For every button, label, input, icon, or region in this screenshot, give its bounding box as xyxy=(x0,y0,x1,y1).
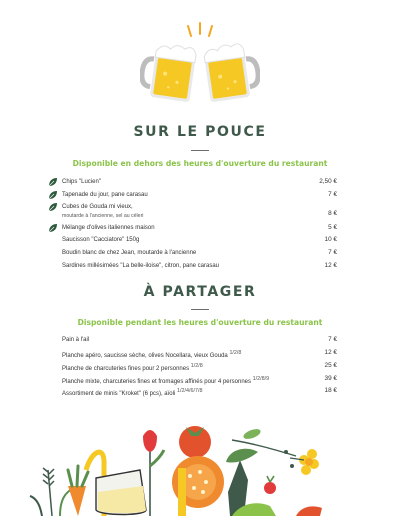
radish-icon xyxy=(264,476,276,494)
item-price: 7 € xyxy=(328,336,337,343)
item-name: Chips "Lucien" xyxy=(62,179,101,185)
item-name: Mélange d'olives italiennes maison xyxy=(62,225,155,231)
section-subtitle: Disponible en dehors des heures d'ouverture du restaurant xyxy=(72,159,328,168)
section-title-a-partager: À PARTAGER xyxy=(143,284,257,300)
wheat-icon xyxy=(30,468,74,516)
leaf-icon xyxy=(48,223,58,233)
allergen-note: 1/2/4/6/7/8 xyxy=(176,388,203,394)
tomato-icon xyxy=(179,426,211,458)
section-subtitle: Disponible pendant les heures d'ouverture du restaurant xyxy=(77,318,323,327)
item-price: 8 € xyxy=(328,210,337,217)
wine-glass-icon xyxy=(96,470,146,515)
leaf-icon xyxy=(48,177,58,187)
item-name: Saucisson "Cacciatore" 150g xyxy=(62,237,140,243)
item-name xyxy=(62,362,302,374)
item-name: Boudin blanc de chez Jean, moutarde à l'ancienne xyxy=(62,250,197,256)
item-name xyxy=(62,349,302,361)
section-title-sur-le-pouce: SUR LE POUCE xyxy=(133,124,267,140)
item-price: 12 € xyxy=(324,349,337,356)
tulip-icon xyxy=(143,430,164,516)
item-name: Tapenade du jour, pane carasau xyxy=(62,192,148,198)
item-price: 18 € xyxy=(324,387,337,394)
item-price: 12 € xyxy=(324,262,337,269)
item-name-main: Assortiment de minis "Kroket" (6 pcs), aïoli xyxy=(62,391,176,397)
item-price: 7 € xyxy=(328,191,337,198)
item-description: moutarde à l'ancienne, sel au céleri xyxy=(62,212,144,219)
item-name: Sardines millésimées "La belle-iloise", citron, pane carasau xyxy=(62,263,220,269)
allergen-note: 1/2/8 xyxy=(190,363,203,369)
item-price: 25 € xyxy=(324,362,337,369)
beer-mugs-cheers-icon xyxy=(140,20,260,108)
leaf-icon xyxy=(48,190,58,200)
vegetables-and-wine-illustration xyxy=(0,400,400,516)
item-name-main: Planche apéro, saucisse sèche, olives Nocellara, vieux Gouda xyxy=(62,353,228,359)
item-name-main: Planche de charcuteries fines pour 2 personnes xyxy=(62,366,190,372)
item-name-main: Cubes de Gouda mi vieux, xyxy=(62,204,133,210)
item-name-main: Planche mixte, charcuteries fines et fromages affinés pour 4 personnes xyxy=(62,379,251,385)
allergen-note: 1/2/8/9 xyxy=(252,376,270,382)
title-divider xyxy=(191,150,209,151)
item-name xyxy=(62,387,302,399)
carrot-icon xyxy=(68,466,88,516)
yellow-vegetable-icon xyxy=(178,468,186,516)
allergen-note: 1/2/8 xyxy=(229,350,242,356)
item-price: 39 € xyxy=(324,375,337,382)
item-price: 10 € xyxy=(324,236,337,243)
leaf-icon xyxy=(48,202,58,212)
title-divider xyxy=(191,309,209,310)
item-name xyxy=(62,203,302,220)
item-name xyxy=(62,375,302,387)
item-name: Pain à l'ail xyxy=(62,337,90,343)
leaf-icon xyxy=(226,449,258,463)
vegetable-slice-icon xyxy=(296,506,322,516)
item-price: 5 € xyxy=(328,224,337,231)
item-price: 2,50 € xyxy=(319,178,337,185)
flower-icon xyxy=(284,449,319,475)
item-price: 7 € xyxy=(328,249,337,256)
